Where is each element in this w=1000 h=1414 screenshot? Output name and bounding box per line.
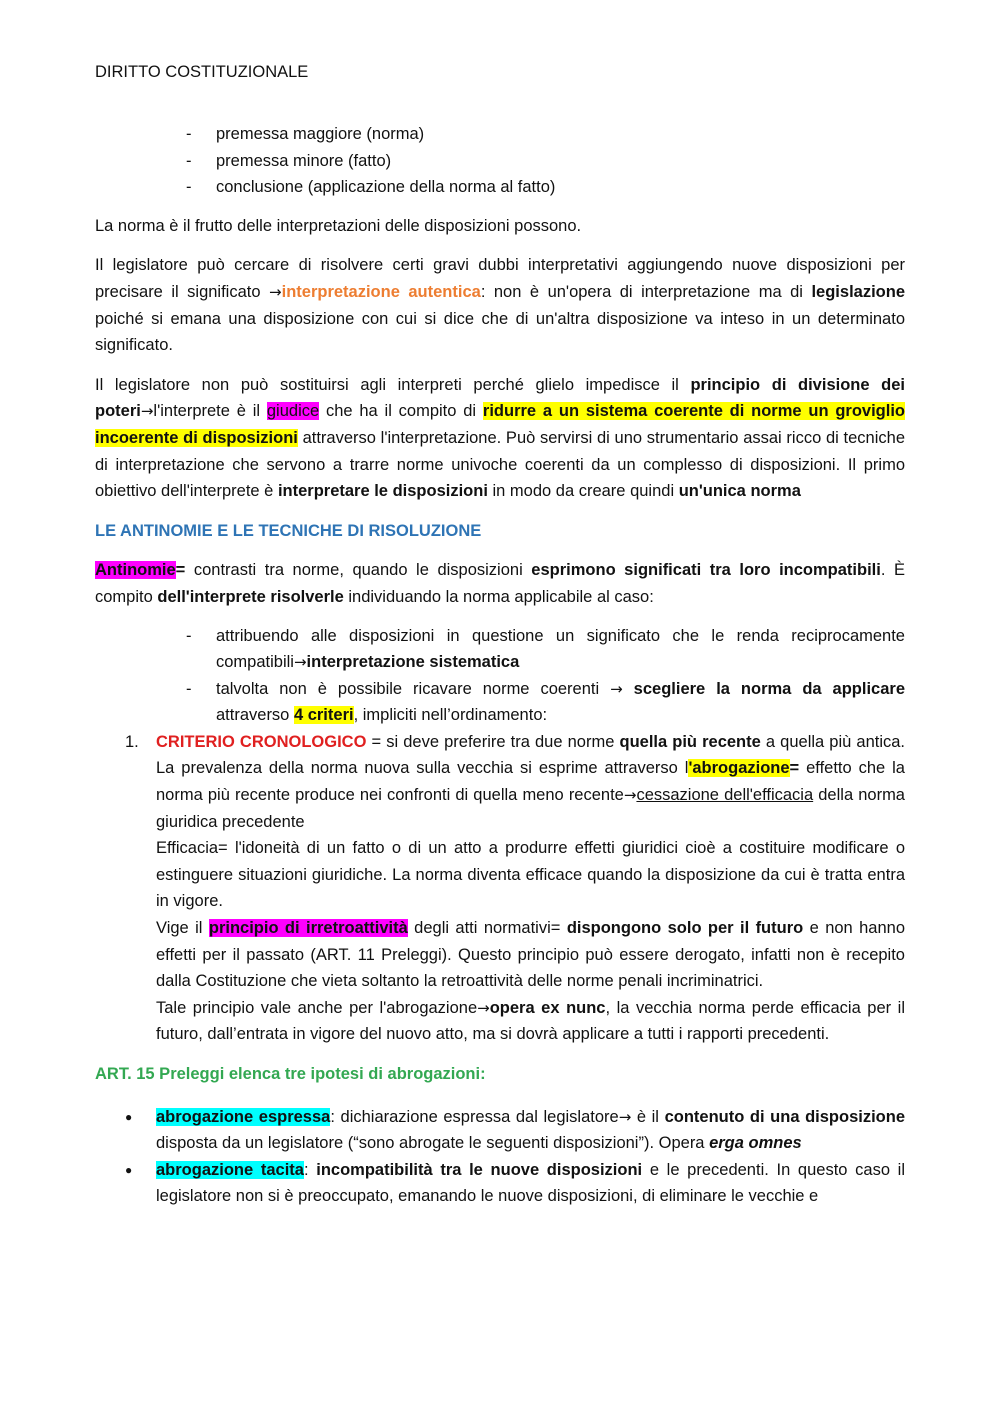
article-heading: ART. 15 Preleggi elenca tre ipotesi di abrogazioni:	[95, 1065, 486, 1083]
list-item: - conclusione (applicazione della norma al fatto)	[95, 174, 905, 201]
efficacia-definition: Efficacia= l'idoneità di un fatto o di un atto a produrre effetti giuridici cioè a costituire modificare o estinguere situazioni giuridiche. La norma diventa efficace quando la disposizione da cui è tratta entra in vigore.	[156, 839, 905, 911]
list-item: - premessa maggiore (norma)	[95, 121, 905, 148]
highlight-magenta: principio di irretroattività	[208, 919, 408, 938]
dash-bullet: -	[186, 679, 192, 698]
highlight-magenta: giudice	[266, 402, 320, 421]
list-item: - premessa minore (fatto)	[95, 148, 905, 175]
document-body	[95, 121, 905, 1210]
page-header: DIRITTO COSTITUZIONALE	[95, 63, 309, 81]
arrow-right-icon: →	[477, 998, 490, 1017]
list-item: ● abrogazione tacita: incompatibilità tra le nuove disposizioni e le precedenti. In questo caso il legislatore non si è preoccupato, emanando le nuove disposizioni, di eliminare le vecchie e	[95, 1157, 905, 1210]
arrow-right-icon: →	[618, 1107, 632, 1126]
dash-bullet: -	[186, 178, 192, 197]
highlight-yellow: ridurre a un sistema coerente di norme un groviglio incoerente di disposizioni	[95, 402, 905, 447]
paragraph-norma: La norma è il frutto delle interpretazioni delle disposizioni possono.	[95, 216, 582, 235]
list-item: - attribuendo alle disposizioni in questione un significato che le renda reciprocamente compatibili→interpretazione sistematica	[95, 623, 905, 676]
bullet-dot-icon: ●	[125, 1109, 133, 1124]
arrow-right-icon: →	[293, 653, 307, 672]
bullet-dot-icon: ●	[125, 1162, 133, 1177]
paragraph-interpretazione-autentica: Il legislatore può cercare di risolvere certi gravi dubbi interpretativi aggiungendo nuove disposizioni per precisare il significato →interpretazione autentica: non è un'opera di interpretazione ma di legislazione poiché si emana una disposizione con cui si dice che di un'altra disposizione va inteso in un determinato significato.	[95, 256, 905, 355]
paragraph-divisione-poteri: Il legislatore non può sostituirsi agli interpreti perché glielo impedisce il principio di divisione dei poteri→l'interprete è il giudice che ha il compito di ridurre a un sistema coerente di norme un groviglio incoerente di disposizioni attraverso l'interpretazione. Può servirsi di uno strumentario assai ricco di tecniche di interpretazione che servono a trarre norme univoche coerenti da un complesso di disposizioni. Il primo obiettivo dell'interprete è interpretare le disposizioni in modo da creare quindi un'unica norma	[95, 375, 905, 501]
section-heading: LE ANTINOMIE E LE TECNICHE DI RISOLUZIONE	[95, 521, 482, 540]
arrow-right-icon: →	[623, 786, 637, 805]
criteria-list	[95, 729, 905, 1048]
list-number: 1.	[125, 732, 139, 751]
techniques-list	[95, 623, 905, 729]
dash-bullet: -	[186, 151, 192, 170]
arrow-right-icon: →	[269, 282, 282, 301]
dash-bullet: -	[186, 626, 192, 645]
arrow-right-icon: →	[140, 402, 154, 421]
highlight-cyan: abrogazione espressa	[156, 1107, 331, 1126]
highlight-yellow: 4 criteri	[293, 706, 354, 725]
dash-bullet: -	[186, 125, 192, 143]
syllogism-list	[95, 121, 905, 201]
abrogations-list	[95, 1104, 905, 1210]
list-item: ● abrogazione espressa: dichiarazione espressa dal legislatore→ è il contenuto di una disposizione disposta da un legislatore (“sono abrogate le seguenti disposizioni”). Opera erga omnes	[95, 1104, 905, 1157]
highlight-magenta: Antinomie	[95, 561, 176, 580]
list-item-criterio-cronologico: 1. CRITERIO CRONOLOGICO = si deve preferire tra due norme quella più recente a quella più antica. La prevalenza della norma nuova sulla vecchia si esprime attraverso l'abrogazione= effetto che la norma più recente produce nei confronti di quella meno recente→cessazione dell'efficacia della norma giuridica precedente Efficacia= l'idoneità di un fatto o di un atto a produrre effetti giuridici cioè a costituire modificare o estinguere situazioni giuridiche. La norma diventa efficace quando la disposizione da cui è tratta entra in vigore. Vige il principio di irretroattività degli atti normativi= dispongono solo per il futuro e non hanno effetti per il passato (ART. 11 Preleggi). Questo principio può essere derogato, infatti non è recepito dalla Costituzione che vieta soltanto la retroattività delle norme penali incriminatrici. Tale principio vale anche per l'abrogazione→opera ex nunc, la vecchia norma perde efficacia per il futuro, dall’entrata in vigore del nuovo atto, ma si dovrà applicare a tutti i rapporti precedenti.	[95, 729, 905, 1048]
arrow-right-icon: →	[610, 679, 623, 698]
highlight-yellow: 'abrogazione	[688, 759, 790, 778]
list-item: - talvolta non è possibile ricavare norme coerenti → scegliere la norma da applicare attraverso 4 criteri, impliciti nell’ordinamento:	[95, 676, 905, 729]
highlight-cyan: abrogazione tacita	[156, 1160, 304, 1179]
paragraph-antinomie: Antinomie= contrasti tra norme, quando le disposizioni esprimono significati tra loro incompatibili. È compito dell'interprete risolverle individuando la norma applicabile al caso:	[95, 561, 905, 606]
